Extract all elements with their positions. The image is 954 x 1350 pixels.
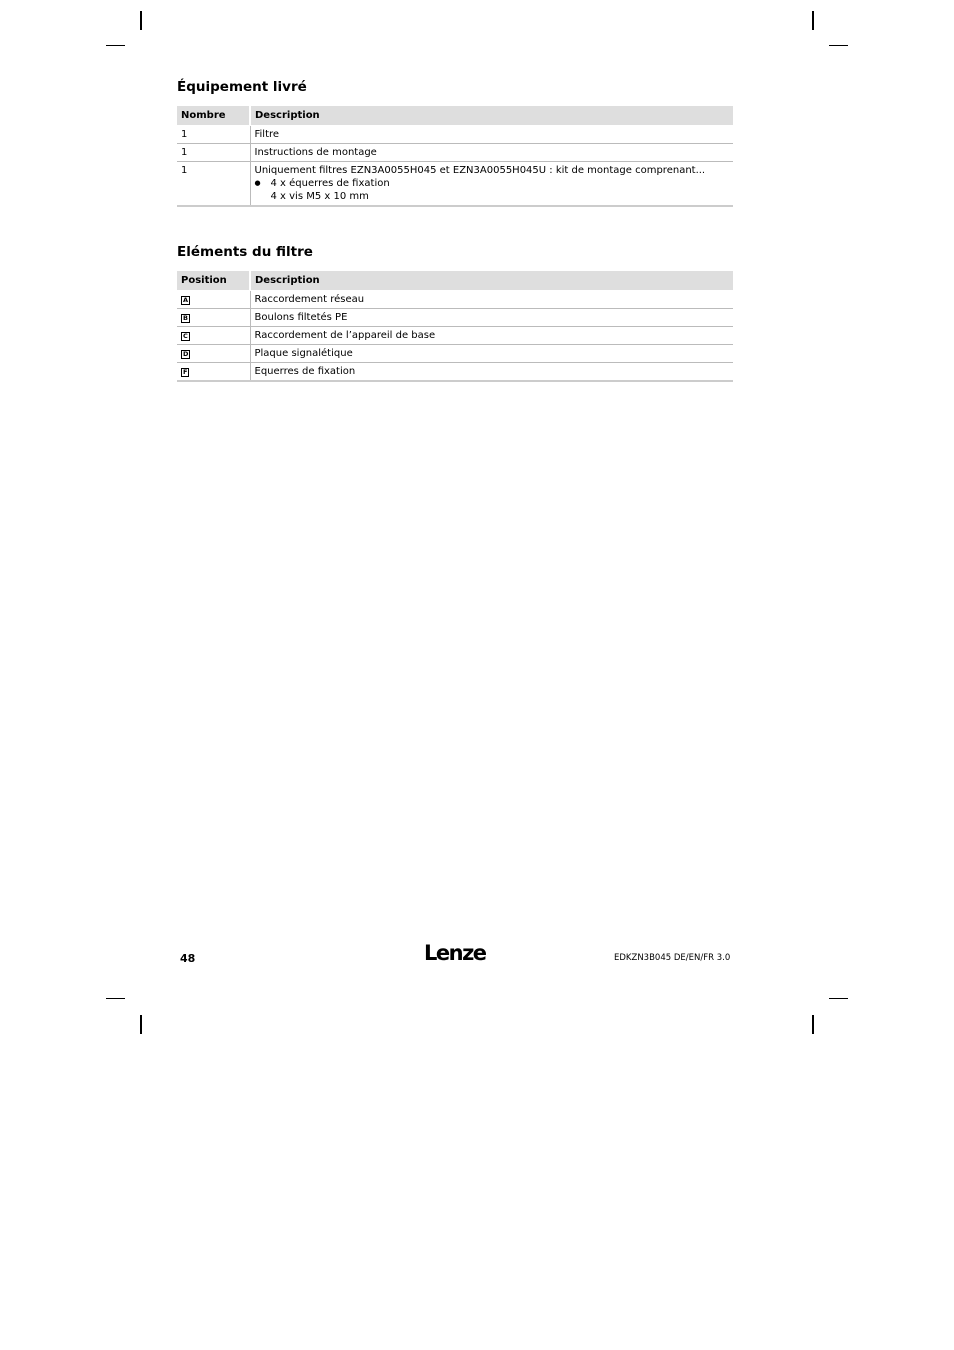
position-marker: C	[183, 332, 188, 340]
description-text: Uniquement filtres EZN3A0055H045 et EZN3A0055H045U : kit de montage comprenant...	[254, 165, 706, 176]
position-marker: B	[183, 314, 188, 322]
cell-position	[177, 291, 250, 309]
table-header-row	[177, 106, 733, 126]
cell-description-multiline	[250, 162, 733, 207]
cell-position	[177, 309, 250, 327]
document-reference: EDKZN3B045 DE/EN/FR 3.0	[614, 953, 731, 963]
column-header-description: Description	[250, 271, 733, 291]
crop-mark	[829, 998, 848, 999]
cell-count: 1	[177, 162, 250, 207]
cell-position	[177, 327, 250, 345]
cell-description: Filtre	[250, 126, 733, 144]
table-row	[177, 291, 733, 309]
cell-description: Instructions de montage	[250, 144, 733, 162]
cell-position	[177, 345, 250, 363]
cell-count: 1	[177, 126, 250, 144]
table-row	[177, 144, 733, 162]
table-row	[177, 162, 733, 207]
filter-elements-table	[177, 271, 733, 382]
position-marker: F	[183, 368, 188, 376]
table-header-row	[177, 271, 733, 291]
table-row	[177, 126, 733, 144]
cell-description: Raccordement de l’appareil de base	[250, 327, 733, 345]
position-marker: A	[183, 296, 189, 304]
table-row	[177, 363, 733, 382]
crop-mark	[140, 1015, 142, 1034]
table-row	[177, 327, 733, 345]
crop-mark	[106, 998, 125, 999]
crop-mark	[106, 45, 125, 46]
cell-description: Boulons filtetés PE	[250, 309, 733, 327]
sub-item: 4 x vis M5 x 10 mm	[270, 191, 369, 202]
position-marker: D	[183, 350, 189, 358]
lenze-logo: Lenze	[424, 941, 486, 965]
table-row	[177, 309, 733, 327]
table-row	[177, 345, 733, 363]
page-number: 48	[180, 952, 196, 965]
crop-mark	[812, 11, 814, 30]
section-title-filter-elements: Eléments du filtre	[177, 244, 313, 260]
cell-description: Raccordement réseau	[250, 291, 733, 309]
cell-position	[177, 363, 250, 382]
column-header-count: Nombre	[177, 106, 250, 126]
section-title-equipment: Équipement livré	[177, 79, 307, 95]
crop-mark	[829, 45, 848, 46]
cell-count: 1	[177, 144, 250, 162]
equipment-table	[177, 106, 733, 207]
column-header-position: Position	[177, 271, 250, 291]
column-header-description: Description	[250, 106, 733, 126]
bullet-item: ● 4 x équerres de fixation	[255, 177, 730, 190]
cell-description: Equerres de fixation	[250, 363, 733, 382]
crop-mark	[140, 11, 142, 30]
crop-mark	[812, 1015, 814, 1034]
cell-description: Plaque signalétique	[250, 345, 733, 363]
